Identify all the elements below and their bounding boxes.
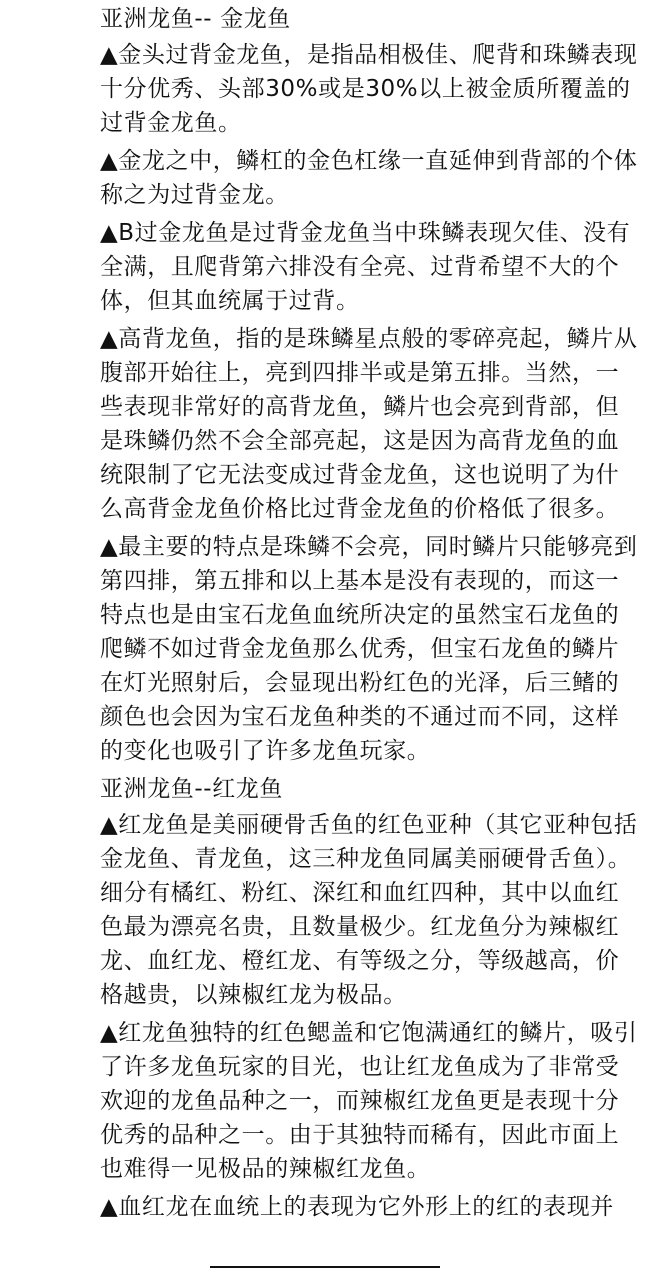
- paragraph-cross-back-definition: ▲金龙之中，鳞杠的金色杠缘一直延伸到背部的个体称之为过背金龙。: [100, 148, 638, 208]
- paragraph-b-grade-cross-back: ▲B过金龙鱼是过背金龙鱼当中珠鳞表现欠佳、没有全满，且爬背第六排没有全亮、过背希望不大的个体，但其血统属于过背。: [100, 220, 631, 314]
- paragraph-gem-arowana: ▲最主要的特点是珠鳞不会亮，同时鳞片只能够亮到第四排，第五排和以上基本是没有表现的，而这一特点也是由宝石龙鱼血统所决定的虽然宝石龙鱼的爬鳞不如过背金龙鱼那么优秀，但宝石龙鱼的鳞片在灯光照射后，会显现出粉红色的光泽，后三鳍的颜色也会因为宝石龙鱼种类的不通过而不同，这样的变化也吸引了许多龙鱼玩家。: [100, 534, 638, 764]
- section-title-golden-arowana: 亚洲龙鱼-- 金龙鱼: [100, 6, 291, 32]
- strikethrough-mark: [210, 1266, 440, 1268]
- paragraph-golden-head-cross-back: ▲金头过背金龙鱼，是指品相极佳、爬背和珠鳞表现十分优秀、头部30%或是30%以上被金质所覆盖的过背金龙鱼。: [100, 42, 638, 136]
- paragraph-red-arowana-appeal: ▲红龙鱼独特的红色鳃盖和它饱满通红的鳞片，吸引了许多龙鱼玩家的目光，也让红龙鱼成为了非常受欢迎的龙鱼品种之一，而辣椒红龙鱼更是表现十分优秀的品种之一。由于其独特而稀有，因此市面上也难得一见极品的辣椒红龙鱼。: [100, 1020, 638, 1182]
- paragraph-red-arowana-subspecies: ▲红龙鱼是美丽硬骨舌鱼的红色亚种（其它亚种包括金龙鱼、青龙鱼，这三种龙鱼同属美丽硬骨舌鱼）。细分有橘红、粉红、深红和血红四种，其中以血红色最为漂亮名贵，且数量极少。红龙鱼分为辣椒红龙、血红龙、橙红龙、有等级之分，等级越高，价格越贵，以辣椒红龙为极品。: [100, 812, 638, 1008]
- section-title-red-arowana: 亚洲龙鱼--红龙鱼: [100, 776, 283, 802]
- paragraph-blood-red-arowana: ▲血红龙在血统上的表现为它外形上的红的表现并: [100, 1194, 614, 1220]
- paragraph-high-back-arowana: ▲高背龙鱼，指的是珠鳞星点般的零碎亮起，鳞片从腹部开始往上，亮到四排半或是第五排。当然，一些表现非常好的高背龙鱼，鳞片也会亮到背部，但是珠鳞仍然不会全部亮起，这是因为高背龙鱼的血统限制了它无法变成过背金龙鱼，这也说明了为什么高背金龙鱼价格比过背金龙鱼的价格低了很多。: [100, 326, 638, 522]
